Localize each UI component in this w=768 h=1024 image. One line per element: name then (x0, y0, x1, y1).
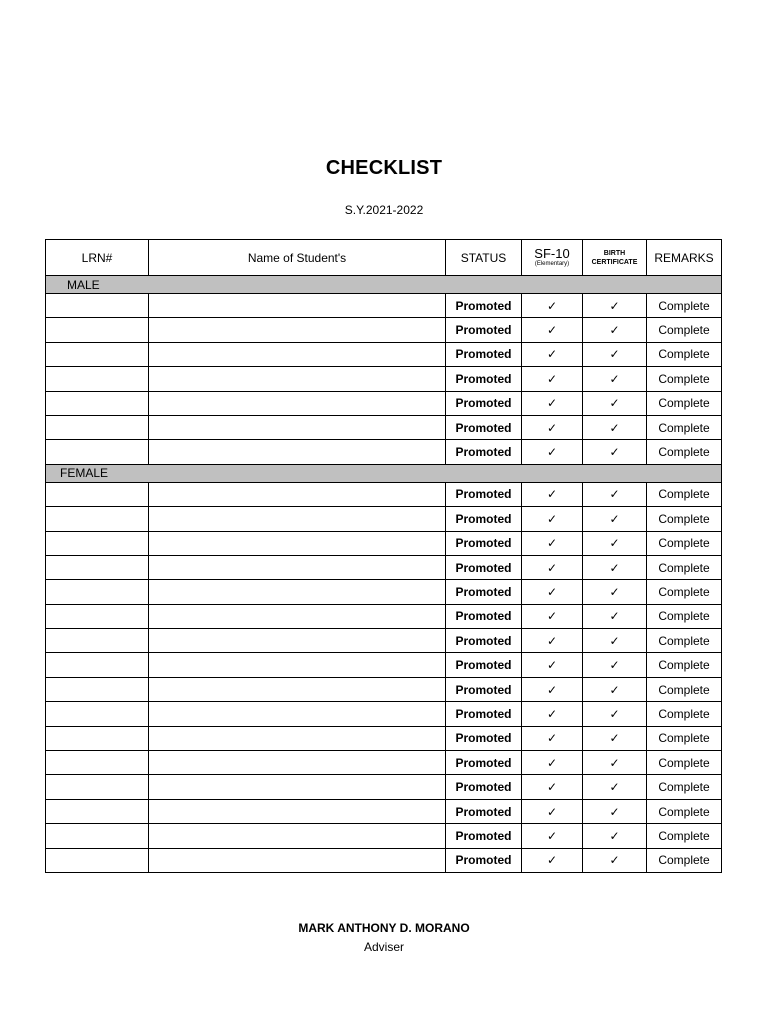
sf10-check-cell: ✓ (522, 629, 583, 653)
remarks-cell: Complete (647, 629, 722, 653)
remarks-cell: Complete (647, 702, 722, 726)
student-name-cell (149, 415, 446, 439)
sf10-check-cell: ✓ (522, 799, 583, 823)
sf10-check-cell: ✓ (522, 677, 583, 701)
section-label-female: FEMALE (46, 464, 722, 482)
header-remarks: REMARKS (647, 240, 722, 276)
remarks-cell: Complete (647, 848, 722, 872)
student-name-cell (149, 824, 446, 848)
birth-certificate-check-cell: ✓ (583, 848, 647, 872)
lrn-cell (46, 604, 149, 628)
sf10-check-cell: ✓ (522, 531, 583, 555)
status-cell: Promoted (446, 531, 522, 555)
student-name-cell (149, 580, 446, 604)
section-row-female (46, 464, 722, 482)
birth-certificate-check-cell: ✓ (583, 482, 647, 506)
table-row (46, 580, 722, 604)
birth-certificate-check-cell: ✓ (583, 440, 647, 464)
sf10-check-cell: ✓ (522, 824, 583, 848)
birth-certificate-check-cell: ✓ (583, 751, 647, 775)
sf10-check-cell: ✓ (522, 702, 583, 726)
status-cell: Promoted (446, 604, 522, 628)
status-cell: Promoted (446, 726, 522, 750)
status-cell: Promoted (446, 775, 522, 799)
table-row (46, 702, 722, 726)
remarks-cell: Complete (647, 580, 722, 604)
remarks-cell: Complete (647, 294, 722, 318)
sf10-check-cell: ✓ (522, 848, 583, 872)
table-row (46, 531, 722, 555)
remarks-cell: Complete (647, 751, 722, 775)
remarks-cell: Complete (647, 604, 722, 628)
remarks-cell: Complete (647, 726, 722, 750)
lrn-cell (46, 318, 149, 342)
table-row (46, 391, 722, 415)
remarks-cell: Complete (647, 824, 722, 848)
student-name-cell (149, 604, 446, 628)
sf10-check-cell: ✓ (522, 775, 583, 799)
table-row (46, 415, 722, 439)
sf10-check-cell: ✓ (522, 440, 583, 464)
school-year: S.Y.2021-2022 (344, 203, 424, 217)
table-row (46, 677, 722, 701)
table-row (46, 799, 722, 823)
status-cell: Promoted (446, 440, 522, 464)
remarks-cell: Complete (647, 531, 722, 555)
lrn-cell (46, 677, 149, 701)
sf10-check-cell: ✓ (522, 726, 583, 750)
table-row (46, 342, 722, 366)
remarks-cell: Complete (647, 555, 722, 579)
sf10-check-cell: ✓ (522, 415, 583, 439)
table-header-row (46, 240, 722, 276)
lrn-cell (46, 367, 149, 391)
lrn-cell (46, 848, 149, 872)
sf10-check-cell: ✓ (522, 507, 583, 531)
birth-certificate-check-cell: ✓ (583, 415, 647, 439)
lrn-cell (46, 580, 149, 604)
status-cell: Promoted (446, 507, 522, 531)
table-row (46, 440, 722, 464)
remarks-cell: Complete (647, 482, 722, 506)
remarks-cell: Complete (647, 391, 722, 415)
birth-certificate-check-cell: ✓ (583, 653, 647, 677)
birth-certificate-check-cell: ✓ (583, 391, 647, 415)
student-name-cell (149, 318, 446, 342)
table-row (46, 318, 722, 342)
header-name: Name of Student's (149, 240, 446, 276)
table-row (46, 653, 722, 677)
student-name-cell (149, 555, 446, 579)
lrn-cell (46, 482, 149, 506)
lrn-cell (46, 726, 149, 750)
lrn-cell (46, 531, 149, 555)
status-cell: Promoted (446, 653, 522, 677)
lrn-cell (46, 629, 149, 653)
header-birth-line1: BIRTH (603, 249, 626, 257)
status-cell: Promoted (446, 342, 522, 366)
header-birth-line2: CERTIFICATE (591, 258, 638, 266)
table-row (46, 604, 722, 628)
student-name-cell (149, 342, 446, 366)
table-row (46, 824, 722, 848)
lrn-cell (46, 391, 149, 415)
table-row (46, 629, 722, 653)
birth-certificate-check-cell: ✓ (583, 367, 647, 391)
status-cell: Promoted (446, 580, 522, 604)
table-row (46, 482, 722, 506)
table-body (46, 276, 722, 873)
table-row (46, 848, 722, 872)
header-status: STATUS (446, 240, 522, 276)
birth-certificate-check-cell: ✓ (583, 294, 647, 318)
sf10-check-cell: ✓ (522, 294, 583, 318)
remarks-cell: Complete (647, 507, 722, 531)
table-row (46, 751, 722, 775)
checklist-table (45, 239, 722, 873)
birth-certificate-check-cell: ✓ (583, 629, 647, 653)
birth-certificate-check-cell: ✓ (583, 318, 647, 342)
section-row-male (46, 276, 722, 294)
sf10-check-cell: ✓ (522, 653, 583, 677)
lrn-cell (46, 342, 149, 366)
status-cell: Promoted (446, 751, 522, 775)
adviser-name: MARK ANTHONY D. MORANO (298, 921, 470, 935)
table-row (46, 775, 722, 799)
sf10-check-cell: ✓ (522, 580, 583, 604)
birth-certificate-check-cell: ✓ (583, 824, 647, 848)
lrn-cell (46, 702, 149, 726)
birth-certificate-check-cell: ✓ (583, 702, 647, 726)
sf10-check-cell: ✓ (522, 604, 583, 628)
lrn-cell (46, 824, 149, 848)
remarks-cell: Complete (647, 415, 722, 439)
lrn-cell (46, 507, 149, 531)
remarks-cell: Complete (647, 367, 722, 391)
status-cell: Promoted (446, 482, 522, 506)
birth-certificate-check-cell: ✓ (583, 507, 647, 531)
lrn-cell (46, 294, 149, 318)
table-row (46, 507, 722, 531)
student-name-cell (149, 531, 446, 555)
sf10-check-cell: ✓ (522, 555, 583, 579)
birth-certificate-check-cell: ✓ (583, 677, 647, 701)
remarks-cell: Complete (647, 677, 722, 701)
student-name-cell (149, 677, 446, 701)
header-birth-certificate (583, 240, 647, 276)
status-cell: Promoted (446, 294, 522, 318)
header-lrn: LRN# (46, 240, 149, 276)
birth-certificate-check-cell: ✓ (583, 342, 647, 366)
sf10-check-cell: ✓ (522, 751, 583, 775)
lrn-cell (46, 653, 149, 677)
status-cell: Promoted (446, 367, 522, 391)
sf10-check-cell: ✓ (522, 318, 583, 342)
table-row (46, 726, 722, 750)
table-row (46, 367, 722, 391)
status-cell: Promoted (446, 555, 522, 579)
table-row (46, 294, 722, 318)
lrn-cell (46, 415, 149, 439)
header-sf10-sublabel: (Elementary) (534, 261, 570, 267)
student-name-cell (149, 775, 446, 799)
student-name-cell (149, 751, 446, 775)
sf10-check-cell: ✓ (522, 391, 583, 415)
remarks-cell: Complete (647, 318, 722, 342)
status-cell: Promoted (446, 677, 522, 701)
student-name-cell (149, 726, 446, 750)
birth-certificate-check-cell: ✓ (583, 799, 647, 823)
student-name-cell (149, 391, 446, 415)
remarks-cell: Complete (647, 799, 722, 823)
sf10-check-cell: ✓ (522, 342, 583, 366)
student-name-cell (149, 848, 446, 872)
remarks-cell: Complete (647, 440, 722, 464)
status-cell: Promoted (446, 391, 522, 415)
sf10-check-cell: ✓ (522, 482, 583, 506)
student-name-cell (149, 653, 446, 677)
student-name-cell (149, 799, 446, 823)
student-name-cell (149, 440, 446, 464)
header-sf10-label: SF-10 (534, 246, 570, 261)
header-sf10 (522, 240, 583, 276)
student-name-cell (149, 702, 446, 726)
table-row (46, 555, 722, 579)
birth-certificate-check-cell: ✓ (583, 531, 647, 555)
status-cell: Promoted (446, 318, 522, 342)
remarks-cell: Complete (647, 342, 722, 366)
status-cell: Promoted (446, 824, 522, 848)
status-cell: Promoted (446, 415, 522, 439)
student-name-cell (149, 294, 446, 318)
status-cell: Promoted (446, 799, 522, 823)
status-cell: Promoted (446, 848, 522, 872)
birth-certificate-check-cell: ✓ (583, 726, 647, 750)
birth-certificate-check-cell: ✓ (583, 555, 647, 579)
lrn-cell (46, 555, 149, 579)
adviser-title: Adviser (363, 940, 404, 954)
remarks-cell: Complete (647, 653, 722, 677)
student-name-cell (149, 367, 446, 391)
birth-certificate-check-cell: ✓ (583, 775, 647, 799)
lrn-cell (46, 775, 149, 799)
section-label-male: MALE (46, 276, 722, 294)
lrn-cell (46, 751, 149, 775)
student-name-cell (149, 507, 446, 531)
lrn-cell (46, 440, 149, 464)
status-cell: Promoted (446, 629, 522, 653)
status-cell: Promoted (446, 702, 522, 726)
birth-certificate-check-cell: ✓ (583, 604, 647, 628)
remarks-cell: Complete (647, 775, 722, 799)
student-name-cell (149, 482, 446, 506)
page-title: CHECKLIST (325, 157, 443, 179)
lrn-cell (46, 799, 149, 823)
sf10-check-cell: ✓ (522, 367, 583, 391)
student-name-cell (149, 629, 446, 653)
birth-certificate-check-cell: ✓ (583, 580, 647, 604)
